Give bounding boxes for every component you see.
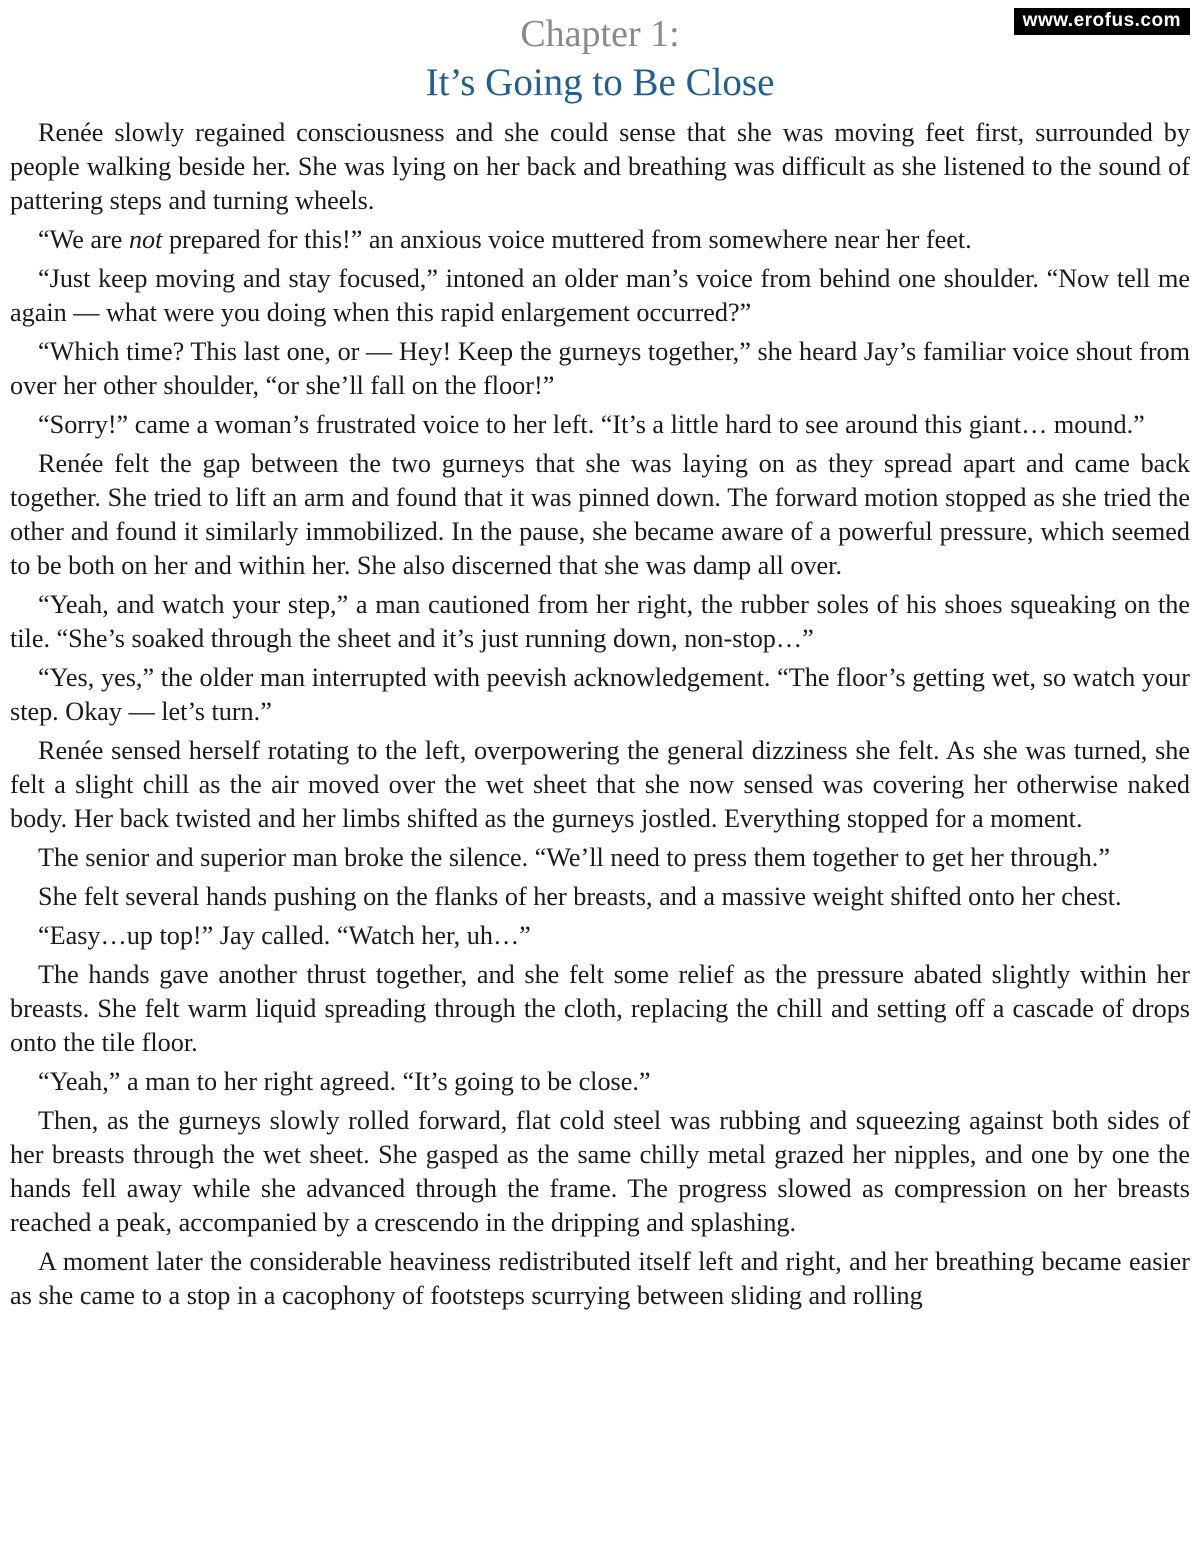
paragraph: “Just keep moving and stay focused,” intoned an older man’s voice from behind one shoulder. “Now tell me again — what were you doing when this rapid enlargement occurred?” bbox=[10, 264, 1190, 327]
paragraph: Renée felt the gap between the two gurneys that she was laying on as they spread apart and came back together. She tried to lift an arm and found that it was pinned down. The forward motion stopped as she tried the other and found it similarly immobilized. In the pause, she became aware of a powerful pressure, which seemed to be both on her and within her. She also discerned that she was damp all over. bbox=[10, 449, 1190, 580]
chapter-number: Chapter 1: bbox=[520, 13, 680, 55]
paragraph: Then, as the gurneys slowly rolled forward, flat cold steel was rubbing and squeezing against both sides of her breasts through the wet sheet. She gasped as the same chilly metal grazed her nipples, and one by one the hands fell away while she advanced through the frame. The progress slowed as compression on her breasts reached a peak, accompanied by a crescendo in the dripping and splashing. bbox=[10, 1106, 1190, 1237]
paragraph: “Yeah, and watch your step,” a man cautioned from her right, the rubber soles of his shoes squeaking on the tile. “She’s soaked through the sheet and it’s just running down, non-stop…” bbox=[10, 590, 1190, 653]
chapter-title: It’s Going to Be Close bbox=[425, 61, 775, 104]
paragraph: “Which time? This last one, or — Hey! Keep the gurneys together,” she heard Jay’s familiar voice shout from over her other shoulder, “or she’ll fall on the floor!” bbox=[10, 337, 1190, 400]
paragraph: Renée sensed herself rotating to the left, overpowering the general dizziness she felt. As she was turned, she felt a slight chill as the air moved over the wet sheet that she now sensed was covering her otherwise naked body. Her back twisted and her limbs shifted as the gurneys jostled. Everything stopped for a moment. bbox=[10, 736, 1190, 833]
watermark: www.erofus.com bbox=[1014, 8, 1190, 35]
paragraph: The senior and superior man broke the silence. “We’ll need to press them together to get her through.” bbox=[38, 843, 1110, 872]
paragraph: A moment later the considerable heaviness redistributed itself left and right, and her breathing became easier as she came to a stop in a cacophony of footsteps scurrying between sliding and rolling bbox=[10, 1247, 1190, 1310]
paragraph: “Yes, yes,” the older man interrupted with peevish acknowledgement. “The floor’s getting wet, so watch your step. Okay — let’s turn.” bbox=[10, 663, 1190, 726]
emphasis: not bbox=[128, 225, 163, 254]
paragraph: She felt several hands pushing on the flanks of her breasts, and a massive weight shifted onto her chest. bbox=[38, 882, 1122, 911]
paragraph: Renée slowly regained consciousness and she could sense that she was moving feet first, surrounded by people walking beside her. She was lying on her back and breathing was difficult as she listened to the sound of pattering steps and turning wheels. bbox=[10, 118, 1190, 215]
paragraph: “Yeah,” a man to her right agreed. “It’s going to be close.” bbox=[38, 1067, 651, 1096]
paragraph: “We are not prepared for this!” an anxious voice muttered from somewhere near her feet. bbox=[38, 225, 972, 254]
paragraph: The hands gave another thrust together, and she felt some relief as the pressure abated slightly within her breasts. She felt warm liquid spreading through the cloth, replacing the chill and setting off a cascade of drops onto the tile floor. bbox=[10, 960, 1190, 1057]
paragraph: “Easy…up top!” Jay called. “Watch her, uh…” bbox=[38, 921, 531, 950]
paragraph: “Sorry!” came a woman’s frustrated voice to her left. “It’s a little hard to see around this giant… mound.” bbox=[38, 410, 1145, 439]
chapter-body bbox=[10, 116, 1190, 1318]
